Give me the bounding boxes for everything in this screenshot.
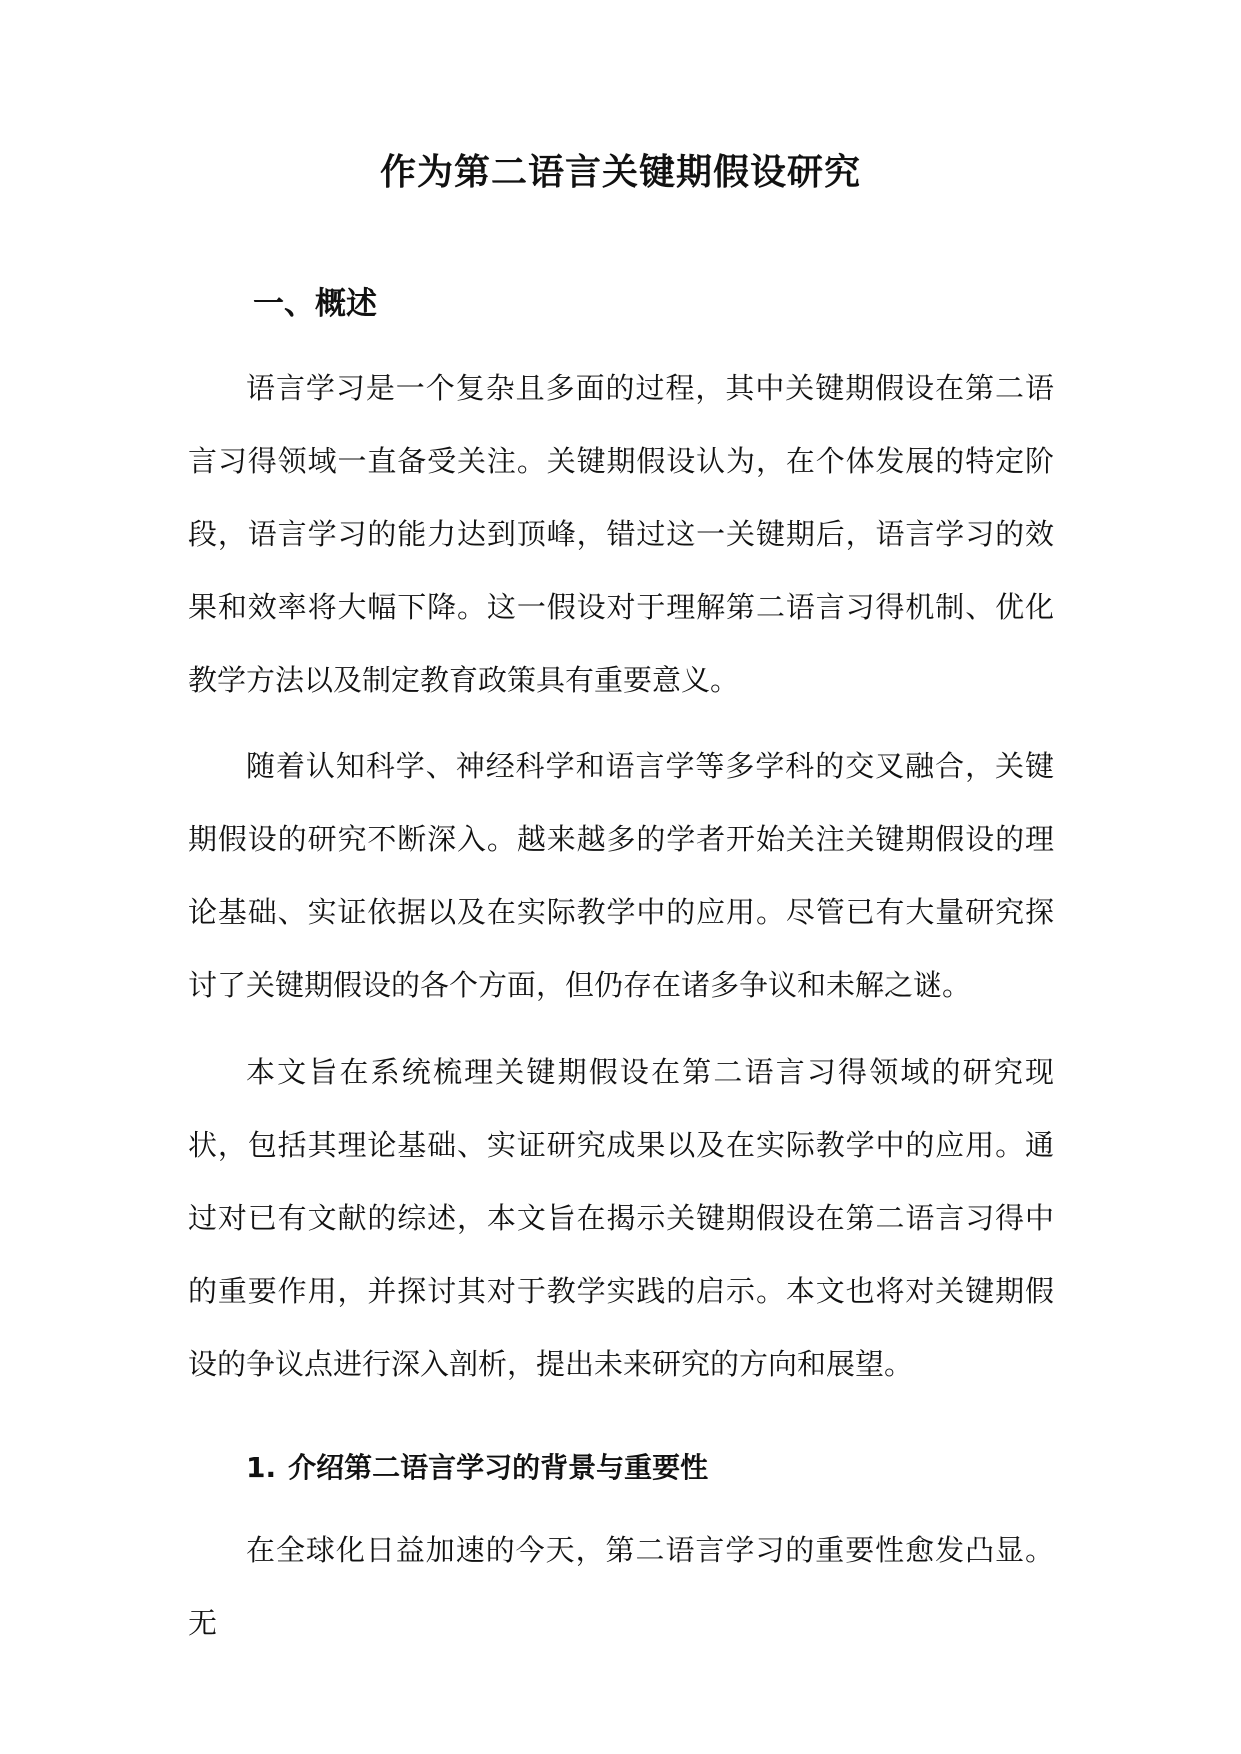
section-heading-overview: 一、概述 — [253, 286, 377, 322]
document-title: 作为第二语言关键期假设研究 — [379, 152, 861, 193]
subsection-heading — [246, 1448, 708, 1488]
body-paragraph: 随着认知科学、神经科学和语言学等多学科的交叉融合，关键期假设的研究不断深入。越来越多的学者开始关注关键期假设的理论基础、实证依据以及在实际教学中的应用。尽管已有大量研究探讨了关键期假设的各个方面，但仍存在诸多争议和未解之谜。 — [188, 749, 1054, 1002]
body-paragraph: 语言学习是一个复杂且多面的过程，其中关键期假设在第二语言习得领域一直备受关注。关键期假设认为，在个体发展的特定阶段，语言学习的能力达到顶峰，错过这一关键期后，语言学习的效果和效率将大幅下降。这一假设对于理解第二语言习得机制、优化教学方法以及制定教育政策具有重要意义。 — [188, 371, 1054, 697]
body-paragraph: 本文旨在系统梳理关键期假设在第二语言习得领域的研究现状，包括其理论基础、实证研究成果以及在实际教学中的应用。通过对已有文献的综述，本文旨在揭示关键期假设在第二语言习得中的重要作用，并探讨其对于教学实践的启示。本文也将对关键期假设的争议点进行深入剖析，提出未来研究的方向和展望。 — [188, 1055, 1054, 1381]
body-paragraph: 在全球化日益加速的今天，第二语言学习的重要性愈发凸显。无 — [188, 1533, 1054, 1640]
subsection-number: 1. — [246, 1451, 277, 1484]
subsection-heading-text: 介绍第二语言学习的背景与重要性 — [288, 1451, 709, 1484]
